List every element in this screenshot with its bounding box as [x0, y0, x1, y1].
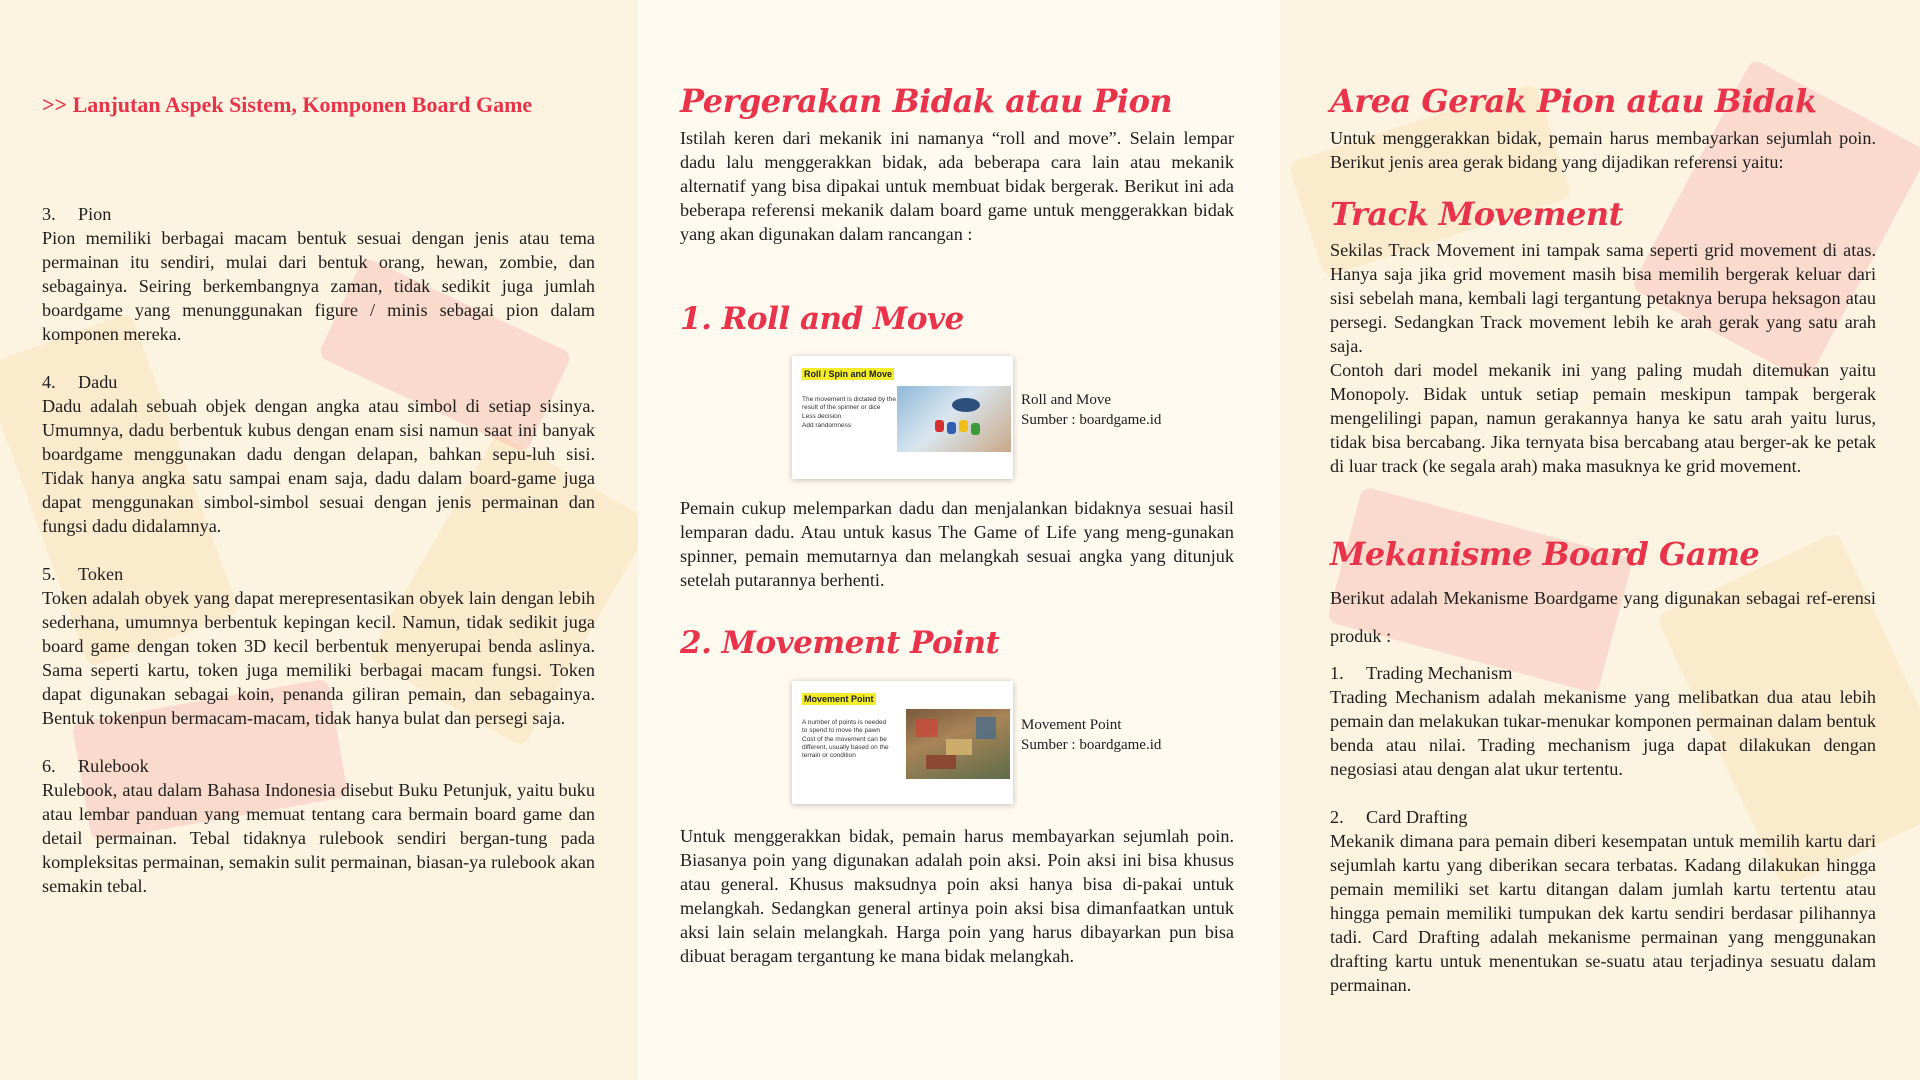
heading-mekanisme: Mekanisme Board Game	[1330, 535, 1760, 573]
list-item: 4. Dadu Dadu adalah sebuah objek dengan angka atau simbol di setiap sisinya. Umumnya, dadu berbentuk kubus dengan enam sisi namun saat ini banyak boardgame menggunakan dadu dengan delapan, bahkan sepu-luh sisi. Tidak hanya angka satu sampai enam saja, dadu dalam board-game juga dapat menggunakan simbol-simbol sesuai dengan jenis permainan dan fungsi dadu didalamnya.	[42, 372, 595, 536]
list-item: 5. Token Token adalah obyek yang dapat merepresentasikan obyek lain dengan lebih sederhana, umumnya berbentuk kepingan kecil. Namun, tidak sedikit juga board game dengan token 3D kecil berbentuk menyerupai benda aslinya. Sama seperti kartu, token juga memiliki berbagai macam fungsi. Token dapat digunakan sebagai koin, penanda giliran pemain, dan sebagainya. Bentuk tokenpun bermacam-macam, tidak hanya bulat dan persegi saja.	[42, 564, 595, 728]
left-panel	[0, 0, 638, 1080]
list-item: 2. Card Drafting Mekanik dimana para pemain diberi kesempatan untuk memilih kartu dari sejumlah kartu yang diberikan secara terbatas. Kadang dilakukan hingga pemain memiliki set kartu ditangan dalam jumlah kartu tertentu atau hingga pemain memiliki tumpukan dek kartu sendiri berdasar pilihannya tadi. Card Drafting adalah mekanisme permainan yang menggunakan drafting kartu untuk menentukan se-suatu atau terjadinya sesuatu dalam permainan.	[1330, 807, 1876, 995]
track-text: Sekilas Track Movement ini tampak sama seperti grid movement di atas. Hanya saja jika grid movement masih bisa memilih bergerak keluar dari sisi sebelah mana, kembali lagi tergantung petaknya berupa heksagon atau persegi. Sedangkan Track movement lebih ke arah gerak yang satu arah saja.	[1330, 240, 1876, 356]
heading-track-movement: Track Movement	[1330, 195, 1623, 233]
roll-text: Pemain cukup melemparkan dadu dan menjalankan bidaknya sesuai hasil lemparan dadu. Atau untuk kasus The Game of Life yang meng-gunakan spinner, pemain memutarnya dan melangkah sesuai angka yang ditunjuk setelah putarannya berhenti.	[680, 498, 1234, 590]
roll-caption: Roll and Move Sumber : boardgame.id	[1021, 392, 1162, 428]
mech-intro: Berikut adalah Mekanisme Boardgame yang digunakan sebagai ref-erensi produk :	[1330, 588, 1876, 646]
item-text: Trading Mechanism adalah mekanisme yang melibatkan dua atau lebih pemain dan melakukan tukar-menukar komponen permainan dalam bentuk benda atau nilai. Trading mechanism juga dapat dilakukan dengan negosiasi atau dengan alat ukur tertentu.	[1330, 687, 1876, 779]
list-item: 6. Rulebook Rulebook, atau dalam Bahasa Indonesia disebut Buku Petunjuk, yaitu buku atau lembar panduan yang memuat tentang cara bermain board game dan detail permainan. Tebal tidaknya rulebook sendiri bergan-tung pada kompleksitas permainan, semakin sulit permainan, biasan-ya rulebook akan semakin tebal.	[42, 756, 595, 896]
movement-point-image: Movement Point A number of points is needed to spend to move the pawn Cost of the movement can be different, usually based on the terrain or condition	[792, 681, 1013, 804]
figure-movement-point	[792, 681, 1161, 804]
list-item: 3. Pion Pion memiliki berbagai macam bentuk sesuai dengan jenis atau tema permainan itu sendiri, mulai dari bentuk orang, hewan, zombie, dan sebagainya. Seiring berkembangnya zaman, tidak sedikit juga jumlah boardgame yang menunggunakan figure / minis sebagai pion dalam komponen mereka.	[42, 204, 595, 344]
heading-movement-point: 2. Movement Point	[680, 625, 1000, 661]
item-text: Token adalah obyek yang dapat merepresentasikan obyek lain dengan lebih sederhana, umumnya berbentuk kepingan kecil. Namun, tidak sedikit juga board game dengan token 3D kecil berbentuk menyerupai benda aslinya. Sama seperti kartu, token juga memiliki berbagai macam fungsi. Token dapat digunakan sebagai koin, penanda giliran pemain, dan sebagainya. Bentuk tokenpun bermacam-macam, tidak hanya bulat dan persegi saja.	[42, 588, 595, 728]
item-text: Pion memiliki berbagai macam bentuk sesuai dengan jenis atau tema permainan itu sendiri, mulai dari bentuk orang, hewan, zombie, dan sebagainya. Seiring berkembangnya zaman, tidak sedikit juga jumlah boardgame yang menunggunakan figure / minis sebagai pion dalam komponen mereka.	[42, 228, 595, 344]
section-title: >> Lanjutan Aspek Sistem, Komponen Board Game	[42, 92, 533, 117]
intro-text: Istilah keren dari mekanik ini namanya “roll and move”. Selain lempar dadu lalu menggerakkan bidak, ada beberapa cara lain atau mekanik alternatif yang bisa dipakai untuk membuat bidak bergerak. Berikut ini ada beberapa referensi mekanik dalam board game untuk menggerakkan bidak yang akan digunakan dalam rancangan :	[680, 128, 1234, 244]
heading-roll-and-move: 1. Roll and Move	[680, 301, 964, 337]
intro-text: Untuk menggerakkan bidak, pemain harus membayarkan sejumlah poin. Berikut jenis area gerak bidang yang dijadikan referensi yaitu:	[1330, 128, 1876, 172]
item-text: Rulebook, atau dalam Bahasa Indonesia disebut Buku Petunjuk, yaitu buku atau lembar panduan yang memuat tentang cara bermain board game dan detail permainan. Tebal tidaknya rulebook sendiri bergan-tung pada kompleksitas permainan, semakin sulit permainan, biasan-ya rulebook akan semakin tebal.	[42, 780, 595, 896]
movement-caption: Movement Point Sumber : boardgame.id	[1021, 717, 1162, 753]
track-text-2: Contoh dari model mekanik ini yang paling mudah ditemukan yaitu Monopoly. Bidak untuk setiap pemain meskipun tampak bergerak mengelilingi papan, namun gerakannya hanya ke satu arah yaitu lurus, tidak bisa bercabang. Jika ternyata bisa bercabang atau berger-ak ke petak di luar track (ke segala arah) maka masuknya ke grid movement.	[1330, 360, 1876, 476]
mechanism-list	[1330, 661, 1876, 997]
board-photo	[906, 709, 1010, 779]
movement-text: Untuk menggerakkan bidak, pemain harus membayarkan sejumlah poin. Biasanya poin yang digunakan adalah poin aksi. Poin aksi ini bisa khusus atau general. Khusus maksudnya poin aksi hanya bisa di-pakai untuk melangkah. Sedangkan general artinya poin aksi bisa dimanfaatkan untuk aksi lain selain melangkah. Harga poin yang harus dibayarkan pun bisa dibuat beragam tergantung ke mana bidak melangkah.	[680, 826, 1234, 966]
item-text: Mekanik dimana para pemain diberi kesempatan untuk memilih kartu dari sejumlah kartu yang diberikan secara terbatas. Kadang dilakukan hingga pemain memiliki set kartu ditangan dalam jumlah kartu tertentu atau hingga pemain memiliki tumpukan dek kartu sendiri berdasar pilihannya tadi. Card Drafting adalah mekanisme permainan yang menggunakan drafting kartu untuk menentukan se-suatu atau terjadinya sesuatu dalam permainan.	[1330, 831, 1876, 995]
dice-photo	[897, 386, 1011, 452]
right-panel	[1280, 0, 1920, 1080]
heading-pergerakan: Pergerakan Bidak atau Pion	[680, 82, 1173, 120]
heading-area-gerak: Area Gerak Pion atau Bidak	[1330, 82, 1817, 120]
component-list	[42, 202, 595, 898]
middle-panel	[638, 0, 1280, 1080]
figure-roll-and-move	[792, 356, 1161, 479]
item-text: Dadu adalah sebuah objek dengan angka atau simbol di setiap sisinya. Umumnya, dadu berbentuk kubus dengan enam sisi namun saat ini banyak boardgame menggunakan dadu dengan delapan, bahkan sepu-luh sisi. Tidak hanya angka satu sampai enam saja, dadu dalam board-game juga dapat menggunakan simbol-simbol sesuai dengan jenis permainan dan fungsi dadu didalamnya.	[42, 396, 595, 536]
list-item: 1. Trading Mechanism Trading Mechanism adalah mekanisme yang melibatkan dua atau lebih pemain dan melakukan tukar-menukar komponen permainan dalam bentuk benda atau nilai. Trading mechanism juga dapat dilakukan dengan negosiasi atau dengan alat ukur tertentu.	[1330, 663, 1876, 779]
roll-and-move-image: Roll / Spin and Move The movement is dictated by the result of the spinner or dice Less decision Add randomness	[792, 356, 1013, 479]
